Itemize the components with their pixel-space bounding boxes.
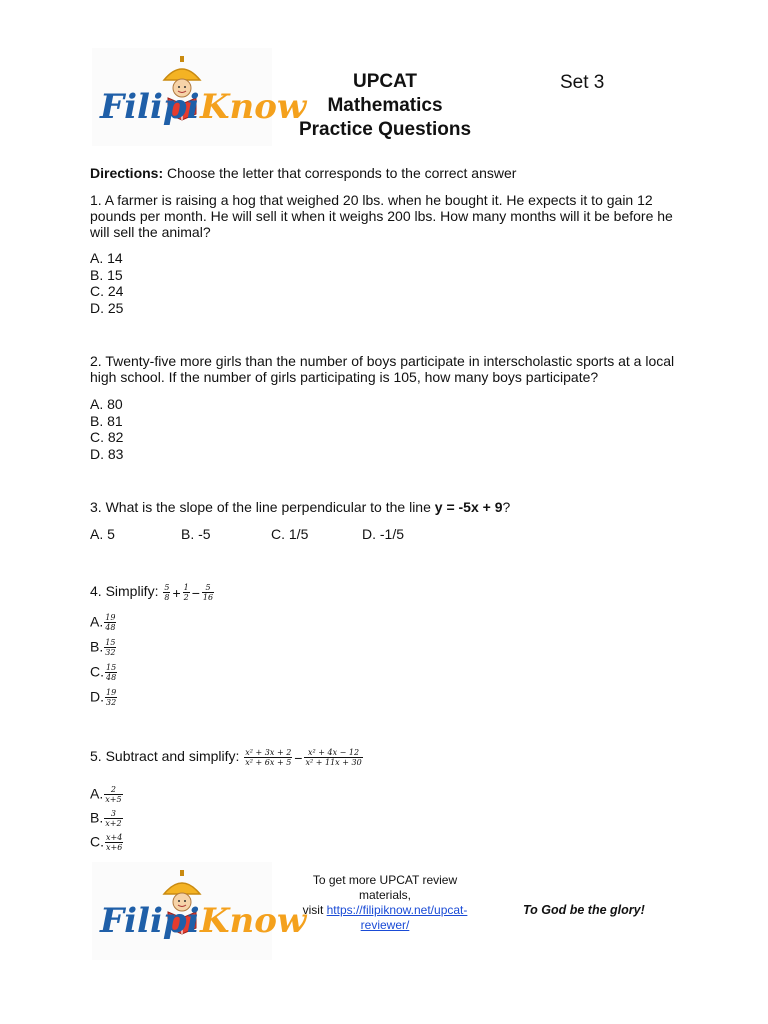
fraction (183, 583, 190, 602)
fraction (105, 663, 117, 682)
option-d: D. 25 (90, 299, 124, 316)
footer-line-2: materials, (358, 888, 411, 902)
option-a: A. 5 (90, 526, 115, 542)
title-line-upcat: UPCAT (352, 71, 418, 92)
denominator: 32 (105, 648, 116, 657)
denominator: 8 (164, 593, 170, 602)
question-1 (90, 192, 690, 240)
denominator: x² + 6x + 5 (245, 758, 292, 767)
option-c (90, 833, 690, 857)
question-1-line-2: pounds per month. He will sell it when it weighs 200 lbs. How many months will it be before he (90, 208, 673, 224)
fraction (202, 583, 214, 602)
question-3-prefix: 3. What is the slope of the line perpendicular to the line (90, 499, 435, 515)
option-b (90, 809, 690, 833)
option-letter: B. (90, 809, 104, 826)
option-d: D. -1/5 (362, 526, 405, 542)
minus-operator: − (191, 584, 200, 601)
question-2 (90, 353, 690, 385)
question-1-options (90, 250, 690, 316)
option-c: C. 1/5 (271, 526, 309, 542)
upcat-reviewer-link[interactable]: https://filipiknow.net/upcat- (326, 903, 468, 917)
svg-text:Filipi: Filipi (100, 87, 200, 127)
denominator: 48 (105, 623, 116, 632)
numerator: 2 (104, 785, 122, 795)
numerator: 5 (164, 583, 170, 592)
title-line-mathematics: Mathematics (327, 95, 443, 116)
question-3-suffix: ? (502, 499, 511, 515)
option-b: B. 81 (90, 412, 123, 429)
numerator: 3 (104, 809, 122, 819)
svg-text:Know: Know (200, 901, 307, 941)
question-2-line-2: high school. If the number of girls participating is 105, how many boys participate? (90, 369, 599, 385)
question-5 (90, 748, 690, 767)
option-d (90, 688, 690, 713)
question-3-equation: y = -5x + 9 (434, 499, 503, 515)
visit-prefix: visit (302, 903, 327, 917)
denominator: 16 (202, 593, 214, 602)
directions-text: Choose the letter that corresponds to the correct answer (163, 165, 517, 181)
footer-line-3 (300, 903, 470, 918)
option-b (90, 638, 690, 663)
option-d: D. 83 (90, 445, 124, 462)
directions-label: Directions: (90, 165, 164, 181)
footer-line-4 (300, 918, 470, 933)
fraction (163, 583, 170, 602)
numerator: x² + 4x − 12 (304, 748, 362, 758)
option-letter: C. (90, 663, 104, 680)
fraction (104, 785, 122, 804)
option-a (90, 785, 690, 809)
denominator: x+2 (105, 819, 122, 828)
option-a (90, 613, 690, 638)
footer-line-1: To get more UPCAT review (312, 873, 458, 887)
numerator: 19 (106, 688, 117, 697)
option-letter: A. (90, 785, 104, 802)
denominator: x+5 (105, 795, 122, 804)
question-5-options (90, 785, 690, 857)
question-4-options (90, 613, 690, 713)
directions (90, 165, 690, 181)
numerator: 15 (105, 638, 116, 647)
set-label: Set 3 (560, 72, 605, 93)
option-letter: D. (90, 688, 104, 705)
fraction (104, 809, 122, 828)
numerator: 1 (183, 583, 189, 592)
option-a: A. 14 (90, 250, 123, 266)
question-2-options (90, 396, 690, 462)
numerator: 15 (106, 663, 117, 672)
denominator: 32 (106, 698, 117, 707)
option-b: B. 15 (90, 266, 123, 283)
denominator: x² + 11x + 30 (305, 758, 362, 767)
question-4-prefix: 4. Simplify: (90, 583, 163, 600)
svg-text:Know: Know (200, 87, 307, 127)
question-1-line-3: will sell the animal? (90, 224, 211, 240)
fraction (105, 833, 123, 852)
footer-promo (300, 873, 470, 933)
filipiknow-logo-graphic (92, 862, 307, 960)
denominator: x+6 (106, 843, 123, 852)
question-2-line-1: 2. Twenty-five more girls than the number of boys participate in interscholastic sports at a local (90, 353, 675, 369)
option-c (90, 663, 690, 688)
question-5-prefix: 5. Subtract and simplify: (90, 748, 244, 765)
title-line-practice: Practice Questions (298, 119, 472, 140)
numerator: 5 (202, 583, 214, 593)
fraction (304, 748, 362, 767)
option-a: A. 80 (90, 396, 123, 412)
footer-glory: To God be the glory! (523, 903, 645, 917)
svg-text:Filipi: Filipi (100, 901, 200, 941)
option-letter: A. (90, 613, 104, 630)
option-b: B. -5 (181, 526, 211, 542)
denominator: 48 (106, 673, 117, 682)
minus-operator: − (294, 749, 303, 766)
numerator: x² + 3x + 2 (245, 748, 292, 757)
denominator: 2 (183, 593, 189, 602)
numerator: 19 (105, 613, 116, 622)
option-c: C. 24 (90, 283, 124, 299)
page-title (270, 70, 500, 142)
option-letter: B. (90, 638, 104, 655)
upcat-reviewer-link-continued[interactable]: reviewer/ (360, 918, 410, 932)
filipiknow-logo (92, 48, 307, 146)
numerator: x+4 (106, 833, 123, 842)
fraction (104, 638, 116, 657)
filipiknow-logo-graphic (92, 48, 307, 146)
fraction (104, 613, 116, 632)
footer-filipiknow-logo (92, 862, 307, 960)
plus-operator: + (172, 584, 181, 601)
question-3 (90, 499, 690, 515)
question-1-line-1: 1. A farmer is raising a hog that weighed 20 lbs. when he bought it. He expects it to gain 12 (90, 192, 653, 208)
fraction (244, 748, 292, 767)
question-4 (90, 583, 690, 602)
fraction (105, 688, 117, 707)
option-c: C. 82 (90, 429, 124, 445)
option-letter: C. (90, 833, 104, 850)
